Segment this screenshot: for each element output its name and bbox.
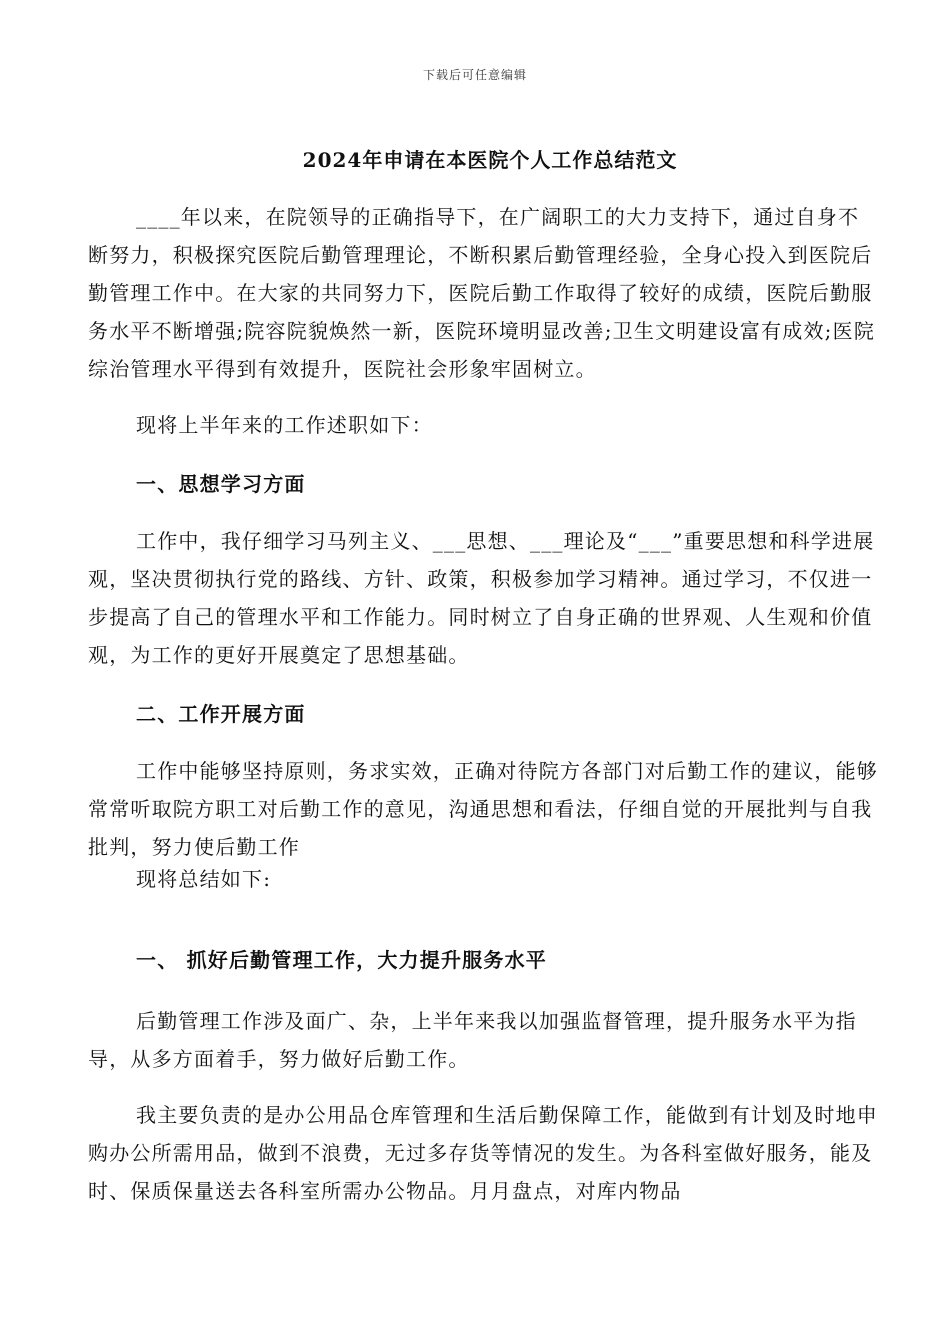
- header-note: 下载后可任意编辑: [422, 68, 527, 82]
- paragraph-duties: 我主要负责的是办公用品仓库管理和生活后勤保障工作，能做到有计划及时地申购办公所需用品，做到不浪费，无过多存货等情况的发生。为各科室做好服务，能及时、保质保量送去各科室所需办公物品。月月盘点，对库内物品: [88, 1103, 878, 1203]
- paragraph-summary-intro: 现将总结如下:: [136, 867, 272, 891]
- paragraph-report-intro: 现将上半年来的工作述职如下：: [136, 413, 433, 437]
- paragraph-logistics: 后勤管理工作涉及面广、杂，上半年来我以加强监督管理，提升服务水平为指导，从多方面着手，努力做好后勤工作。: [88, 1009, 857, 1071]
- paragraph-study: 工作中，我仔细学习马列主义、___思想、___理论及“___”重要思想和科学进展观，坚决贯彻执行党的路线、方针、政策，积极参加学习精神。通过学习，不仅进一步提高了自己的管理水平和工作能力。同时树立了自身正确的世界观、人生观和价值观，为工作的更好开展奠定了思想基础。: [88, 529, 875, 667]
- paragraph-work: 工作中能够坚持原则，务求实效，正确对待院方各部门对后勤工作的建议，能够常常听取院方职工对后勤工作的意见，沟通思想和看法，仔细自觉的开展批判与自我批判，努力使后勤工作: [88, 759, 878, 859]
- section-heading-logistics: 一、 抓好后勤管理工作，大力提升服务水平: [136, 948, 547, 972]
- paragraph-intro: ____年以来，在院领导的正确指导下，在广阔职工的大力支持下，通过自身不断努力，积极探究医院后勤管理理论，不断积累后勤管理经验，全身心投入到医院后勤管理工作中。在大家的共同努力下，医院后勤工作取得了较好的成绩，医院后勤服务水平不断增强;院容院貌焕然一新，医院环境明显改善;卫生文明建设富有成效;医院综治管理水平得到有效提升，医院社会形象牢固树立。: [88, 205, 876, 381]
- document-title: 2024年申请在本医院个人工作总结范文: [302, 148, 678, 172]
- section-heading-study: 一、思想学习方面: [136, 472, 306, 496]
- section-heading-work: 二、工作开展方面: [136, 702, 306, 726]
